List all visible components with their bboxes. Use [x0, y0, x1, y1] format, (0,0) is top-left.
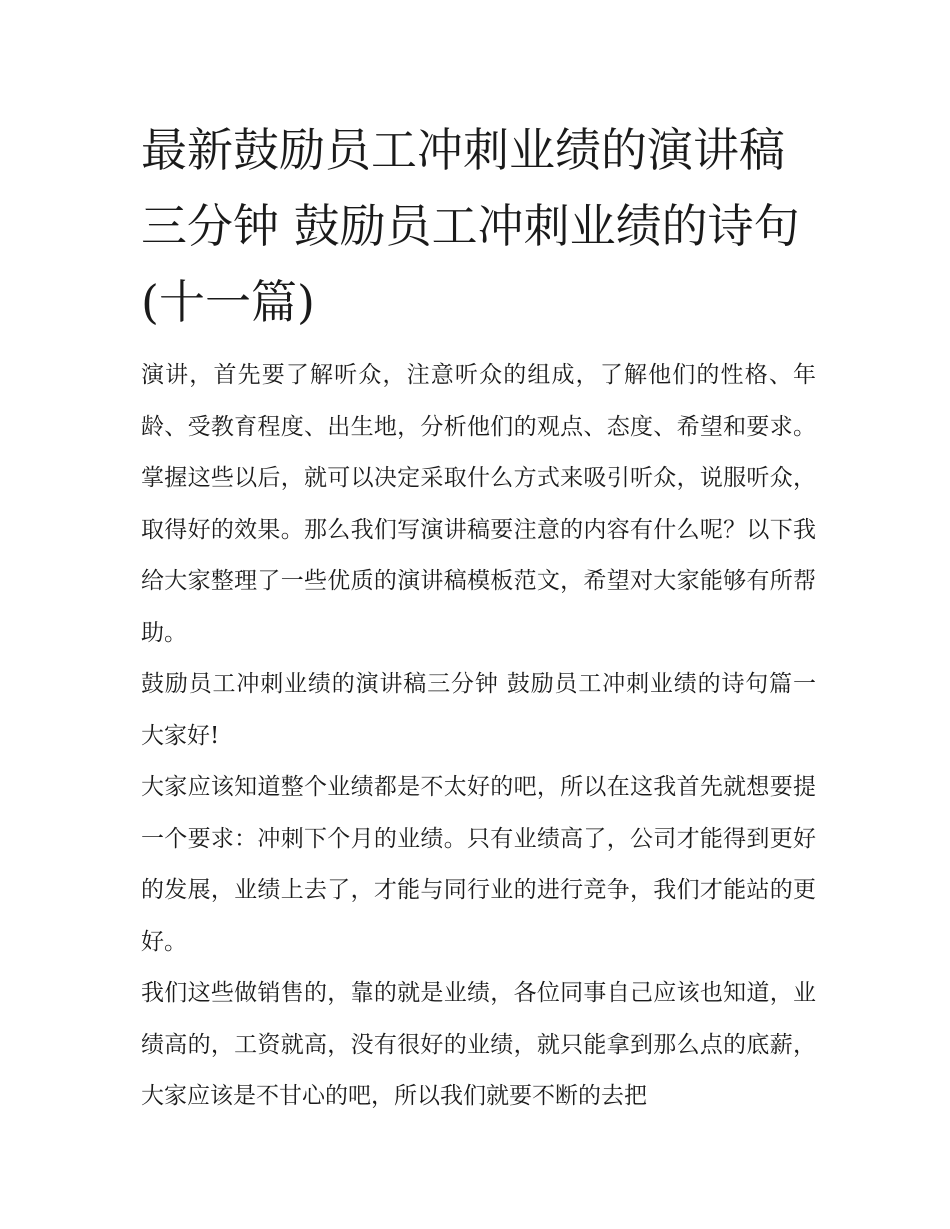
title-block	[141, 112, 816, 340]
document-content	[141, 112, 816, 1123]
paragraph-section-heading: 鼓励员工冲刺业绩的演讲稿三分钟 鼓励员工冲刺业绩的诗句篇一 大家好!	[141, 671, 816, 749]
document-title: 最新鼓励员工冲刺业绩的演讲稿三分钟 鼓励员工冲刺业绩的诗句(十一篇)	[141, 123, 800, 329]
paragraph-body-2: 我们这些做销售的，靠的就是业绩，各位同事自己应该也知道，业绩高的，工资就高，没有很好的业绩，就只能拿到那么点的底薪，大家应该是不甘心的吧，所以我们就要不断的去把	[141, 980, 816, 1109]
paragraph-body-1: 大家应该知道整个业绩都是不太好的吧，所以在这我首先就想要提一个要求：冲刺下个月的业绩。只有业绩高了，公司才能得到更好的发展，业绩上去了，才能与同行业的进行竞争，我们才能站的更好。	[141, 774, 816, 955]
paragraph-intro: 演讲，首先要了解听众，注意听众的组成，了解他们的性格、年龄、受教育程度、出生地，分析他们的观点、态度、希望和要求。掌握这些以后，就可以决定采取什么方式来吸引听众，说服听众，取得好的效果。那么我们写演讲稿要注意的内容有什么呢？以下我给大家整理了一些优质的演讲稿模板范文，希望对大家能够有所帮助。	[141, 362, 816, 646]
